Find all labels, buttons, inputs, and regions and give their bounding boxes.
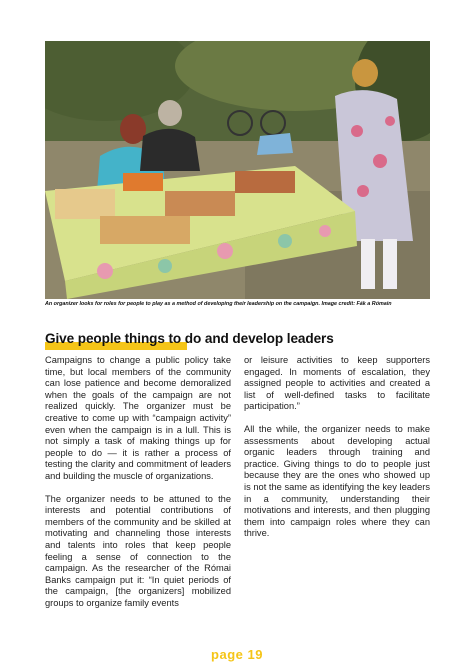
market-table-photo bbox=[45, 41, 430, 299]
paragraph: Campaigns to change a public policy take time, but local members of the community can lose patience and become demoralized when the goals of the campaign are not realized quickly. The organizer must be creative to come up with “campaign activity” even when the campaign is in a lull. This is not simply a task of making things up for people to do — it is rather a process of testing the clarity and commitment of leaders and building the muscle of organizations. bbox=[45, 355, 231, 481]
paragraph: or leisure activities to keep supporters engaged. In moments of escalation, they assigned people to activities and created a list of well-defined tasks to facilitate participation.” bbox=[244, 355, 430, 412]
photo-caption: An organizer looks for roles for people to play as a method of developing their leadership on the campaign. Image credit: Fák a Rómain bbox=[45, 301, 392, 307]
left-column bbox=[45, 355, 231, 620]
right-column bbox=[244, 355, 430, 551]
section-heading bbox=[45, 331, 431, 353]
paragraph: The organizer needs to be attuned to the interests and potential contributions of members of the community and be skilled at motivating and channeling those interests and talents into roles that keep people feeling a sense of connection to the campaign. As the researcher of the Római Banks campaign put it: “In quiet periods of the campaign, [the organizers] mobilized groups to organize family events bbox=[45, 493, 231, 608]
photo-illustration bbox=[45, 41, 430, 299]
heading-text: Give people things to do and develop leaders bbox=[45, 331, 334, 346]
page-number: page 19 bbox=[211, 647, 263, 662]
paragraph: All the while, the organizer needs to make assessments about developing actual organic leaders through training and practice. Giving things to do to people just because they are the ones who showed up is not the same as identifying the key leaders in a community, understanding their motivations and interests, and then plugging them into campaign roles where they can thrive. bbox=[244, 423, 430, 539]
